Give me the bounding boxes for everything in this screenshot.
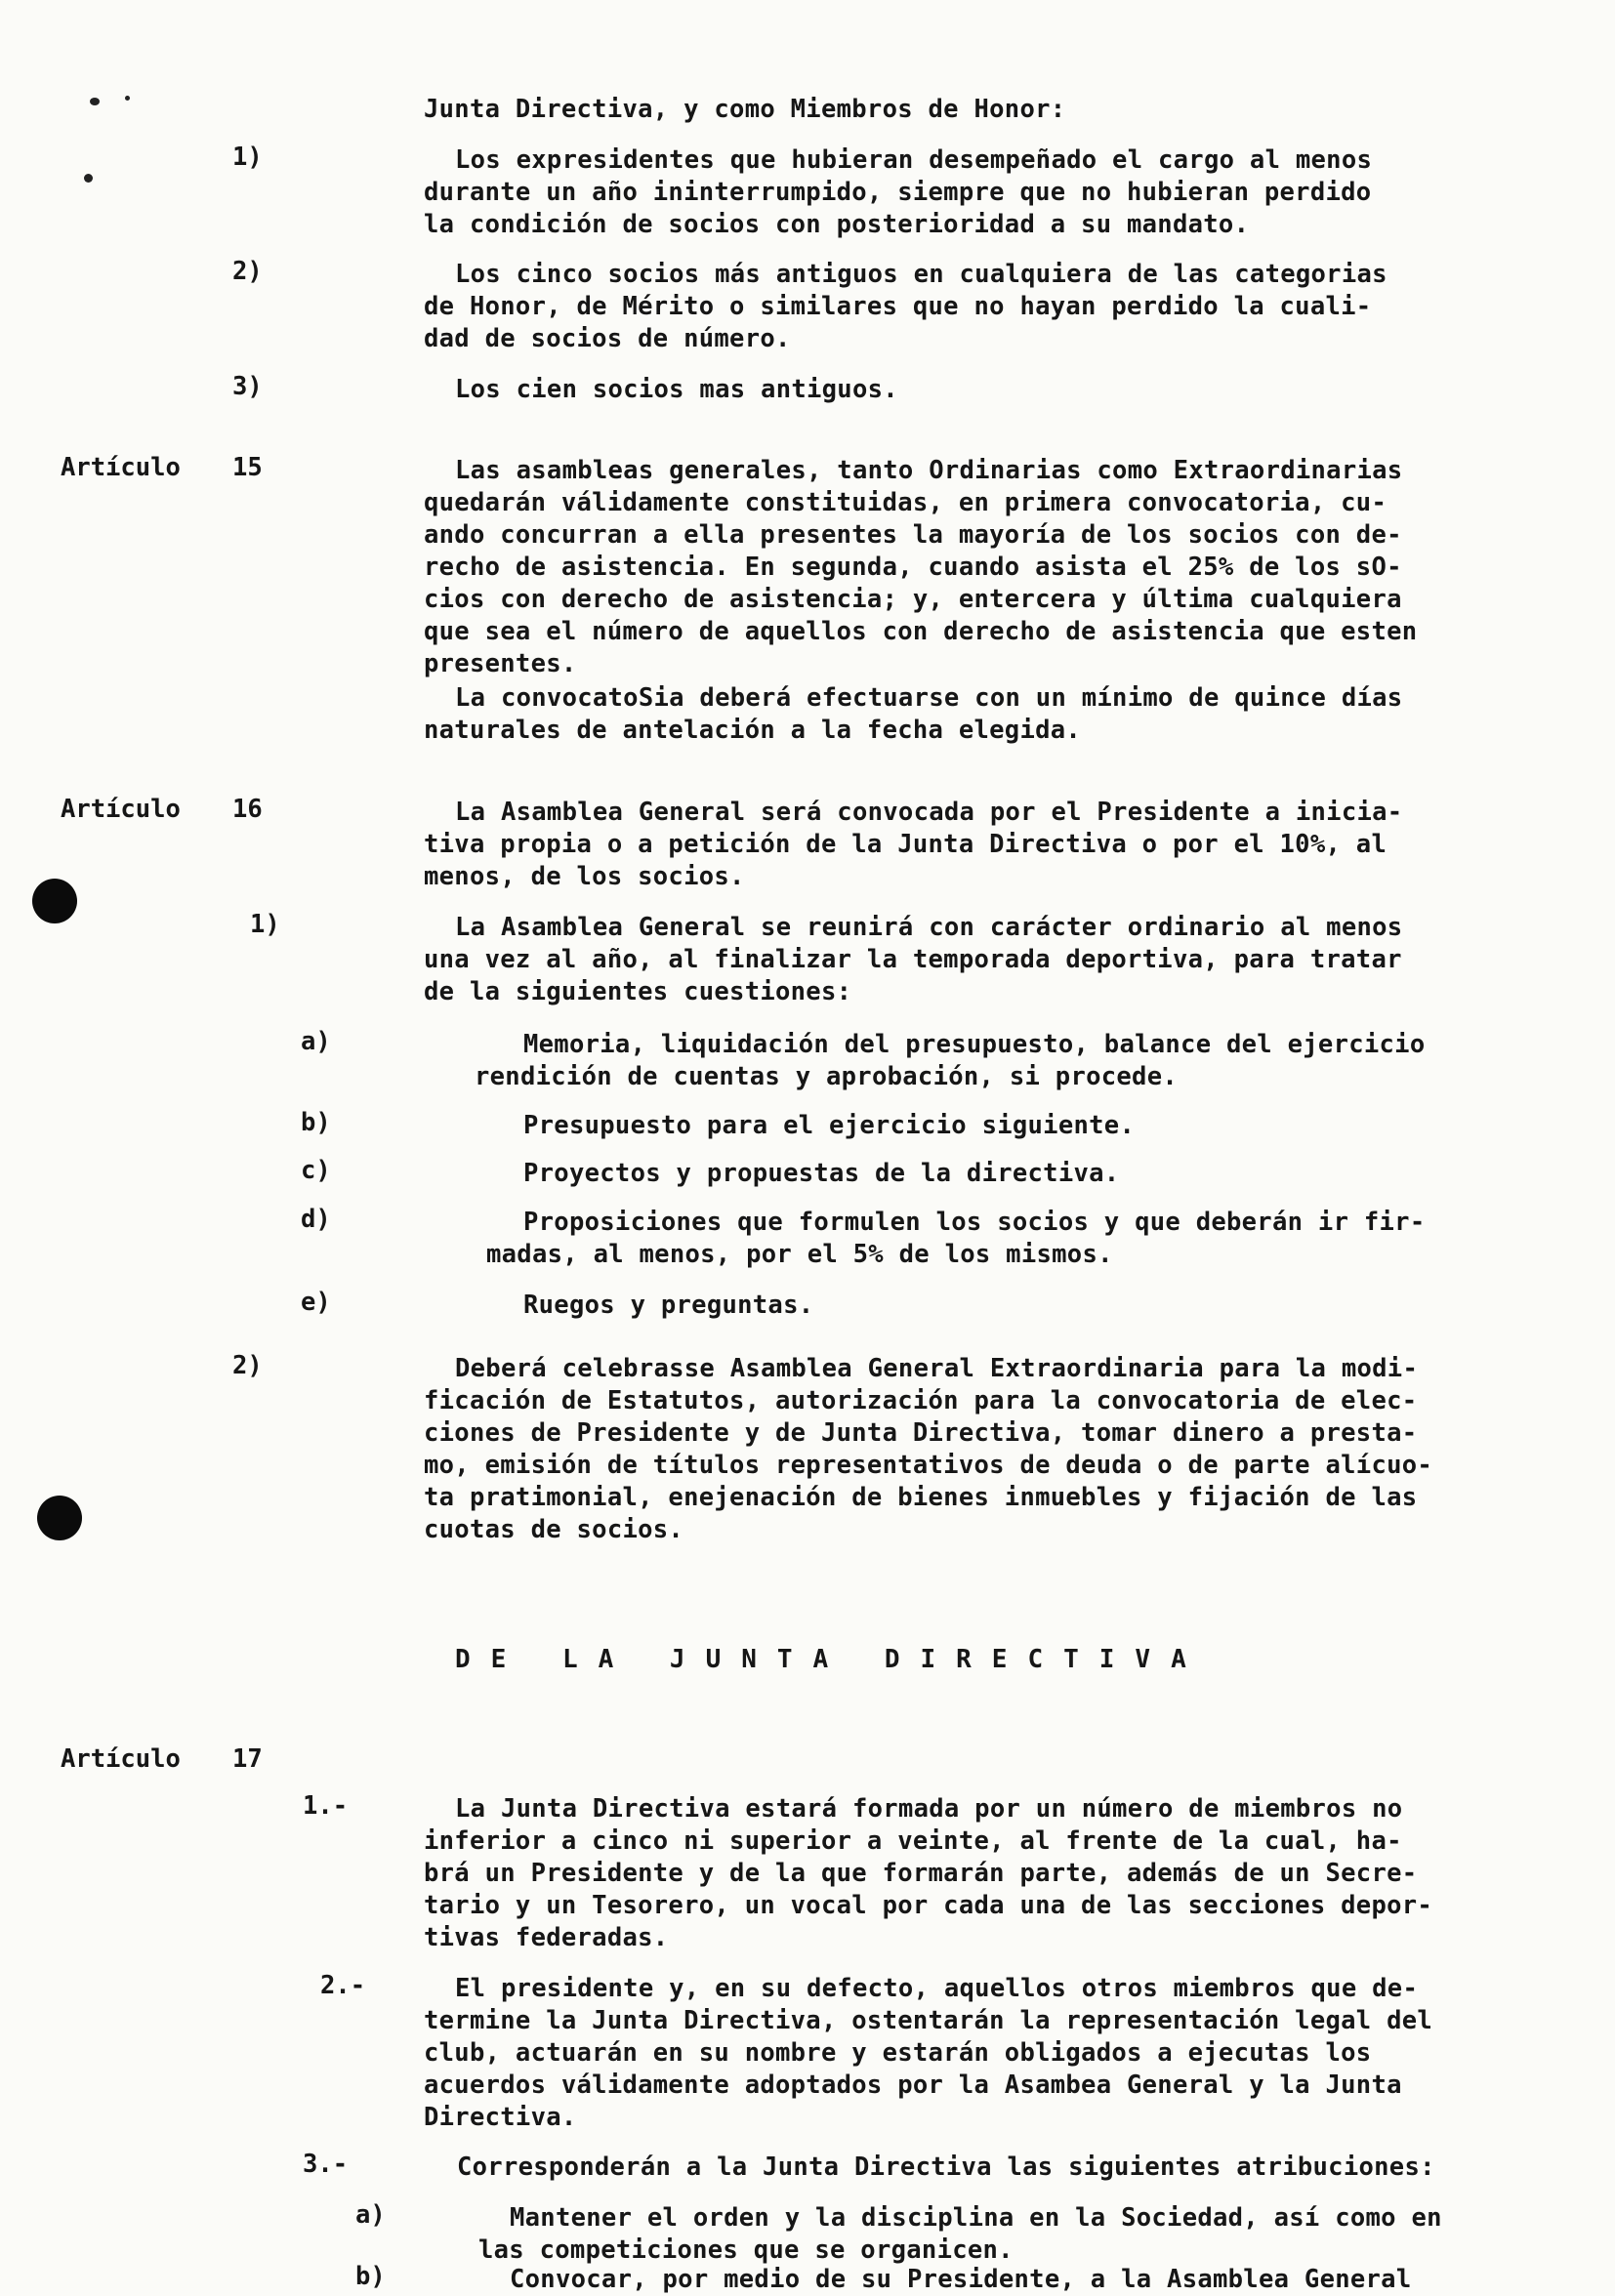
intro-line: Junta Directiva, y como Miembros de Honor:	[424, 95, 1066, 124]
subitem-text: rendición de cuentas y aprobación, si procede.	[475, 1062, 1179, 1091]
item-text: inferior a cinco ni superior a veinte, al frente de la cual, ha-	[424, 1826, 1402, 1856]
subitem-text: Presupuesto para el ejercicio siguiente.	[523, 1111, 1136, 1140]
article-label: Artículo	[61, 1744, 181, 1774]
item-text: Corresponderán a la Junta Directiva las siguientes atribuciones:	[457, 2152, 1435, 2182]
item-label: 3)	[232, 372, 263, 401]
item-text: Los expresidentes que hubieran desempeñado el cargo al menos	[455, 145, 1373, 175]
item-label: 1)	[232, 143, 263, 172]
item-text: acuerdos válidamente adoptados por la Asambea General y la Junta	[424, 2070, 1402, 2100]
item-text: durante un año ininterrumpido, siempre que no hubieran perdido	[424, 178, 1372, 207]
subitem-text: las competiciones que se organicen.	[478, 2235, 1014, 2265]
item-text: club, actuarán en su nombre y estarán obligados a ejecutas los	[424, 2038, 1372, 2068]
subitem-label: a)	[301, 1027, 331, 1056]
article-text: quedarán válidamente constituidas, en primera convocatoria, cu-	[424, 488, 1387, 517]
item-text: ciones de Presidente y de Junta Directiva, tomar dinero a presta-	[424, 1418, 1418, 1448]
item-label: 1.-	[303, 1791, 349, 1821]
article-text: tiva propia o a petición de la Junta Directiva o por el 10%, al	[424, 830, 1387, 859]
subitem-text: madas, al menos, por el 5% de los mismos.	[486, 1240, 1113, 1269]
item-label: 2.-	[320, 1971, 366, 2000]
article-text: menos, de los socios.	[424, 862, 745, 891]
subitem-text: Convocar, por medio de su Presidente, a la Asamblea General	[510, 2265, 1412, 2294]
article-text: que sea el número de aquellos con derecho de asistencia que esten	[424, 617, 1418, 646]
item-label: 1)	[250, 910, 280, 939]
item-text: tivas federadas.	[424, 1923, 669, 1952]
punch-hole-top	[32, 879, 77, 923]
scan-speck	[125, 96, 130, 101]
item-text: Los cinco socios más antiguos en cualquiera de las categorias	[455, 260, 1387, 289]
subitem-label: b)	[355, 2262, 386, 2291]
article-label: Artículo	[61, 453, 181, 482]
item-text: La Junta Directiva estará formada por un número de miembros no	[455, 1794, 1403, 1824]
article-text: ando concurran a ella presentes la mayoría de los socios con de-	[424, 520, 1402, 550]
subitem-label: e)	[301, 1288, 331, 1317]
item-text: tario y un Tesorero, un vocal por cada una de las secciones depor-	[424, 1891, 1433, 1920]
item-label: 3.-	[303, 2150, 349, 2179]
article-text: recho de asistencia. En segunda, cuando asista el 25% de los sO-	[424, 553, 1402, 582]
subitem-text: Proyectos y propuestas de la directiva.	[523, 1159, 1120, 1188]
item-text: Directiva.	[424, 2103, 577, 2132]
article-text: La convocatoSia deberá efectuarse con un mínimo de quince días	[455, 683, 1403, 713]
section-heading: DE LA JUNTA DIRECTIVA	[455, 1645, 1207, 1674]
item-text: brá un Presidente y de la que formarán parte, además de un Secre-	[424, 1859, 1418, 1888]
item-text: de la siguientes cuestiones:	[424, 977, 852, 1006]
subitem-label: d)	[301, 1205, 331, 1234]
item-text: El presidente y, en su defecto, aquellos otros miembros que de-	[455, 1974, 1419, 2003]
article-text: naturales de antelación a la fecha elegida.	[424, 716, 1082, 745]
subitem-text: Mantener el orden y la disciplina en la Sociedad, así como en	[510, 2203, 1442, 2233]
item-text: dad de socios de número.	[424, 324, 791, 353]
punch-hole-bottom	[37, 1496, 82, 1540]
subitem-text: Ruegos y preguntas.	[523, 1291, 814, 1320]
subitem-text: Proposiciones que formulen los socios y que deberán ir fir-	[523, 1208, 1426, 1237]
item-text: ficación de Estatutos, autorización para la convocatoria de elec-	[424, 1386, 1418, 1415]
item-text: una vez al año, al finalizar la temporada deportiva, para tratar	[424, 945, 1402, 974]
scan-speck	[84, 174, 93, 183]
subitem-label: c)	[301, 1156, 331, 1185]
item-text: ta pratimonial, enejenación de bienes inmuebles y fijación de las	[424, 1483, 1418, 1512]
scan-speck	[90, 98, 100, 105]
article-text: cios con derecho de asistencia; y, entercera y última cualquiera	[424, 585, 1402, 614]
subitem-label: b)	[301, 1108, 331, 1137]
item-text: La Asamblea General se reunirá con carácter ordinario al menos	[455, 913, 1403, 942]
item-text: la condición de socios con posterioridad a su mandato.	[424, 210, 1250, 239]
article-text: presentes.	[424, 649, 577, 678]
article-label: Artículo	[61, 795, 181, 824]
item-text: de Honor, de Mérito o similares que no hayan perdido la cuali-	[424, 292, 1372, 321]
article-text: Las asambleas generales, tanto Ordinarias como Extraordinarias	[455, 456, 1403, 485]
item-text: Los cien socios mas antiguos.	[455, 375, 898, 404]
item-text: cuotas de socios.	[424, 1515, 684, 1544]
article-number: 17	[232, 1744, 263, 1774]
item-text: Deberá celebrasse Asamblea General Extraordinaria para la modi-	[455, 1354, 1419, 1383]
subitem-label: a)	[355, 2200, 386, 2230]
article-number: 16	[232, 795, 263, 824]
article-text: La Asamblea General será convocada por el Presidente a inicia-	[455, 798, 1403, 827]
item-label: 2)	[232, 1351, 263, 1380]
article-number: 15	[232, 453, 263, 482]
item-text: termine la Junta Directiva, ostentarán la representación legal del	[424, 2006, 1433, 2035]
item-text: mo, emisión de títulos representativos de deuda o de parte alícuo-	[424, 1451, 1433, 1480]
item-label: 2)	[232, 257, 263, 286]
subitem-text: Memoria, liquidación del presupuesto, balance del ejercicio	[523, 1030, 1426, 1059]
